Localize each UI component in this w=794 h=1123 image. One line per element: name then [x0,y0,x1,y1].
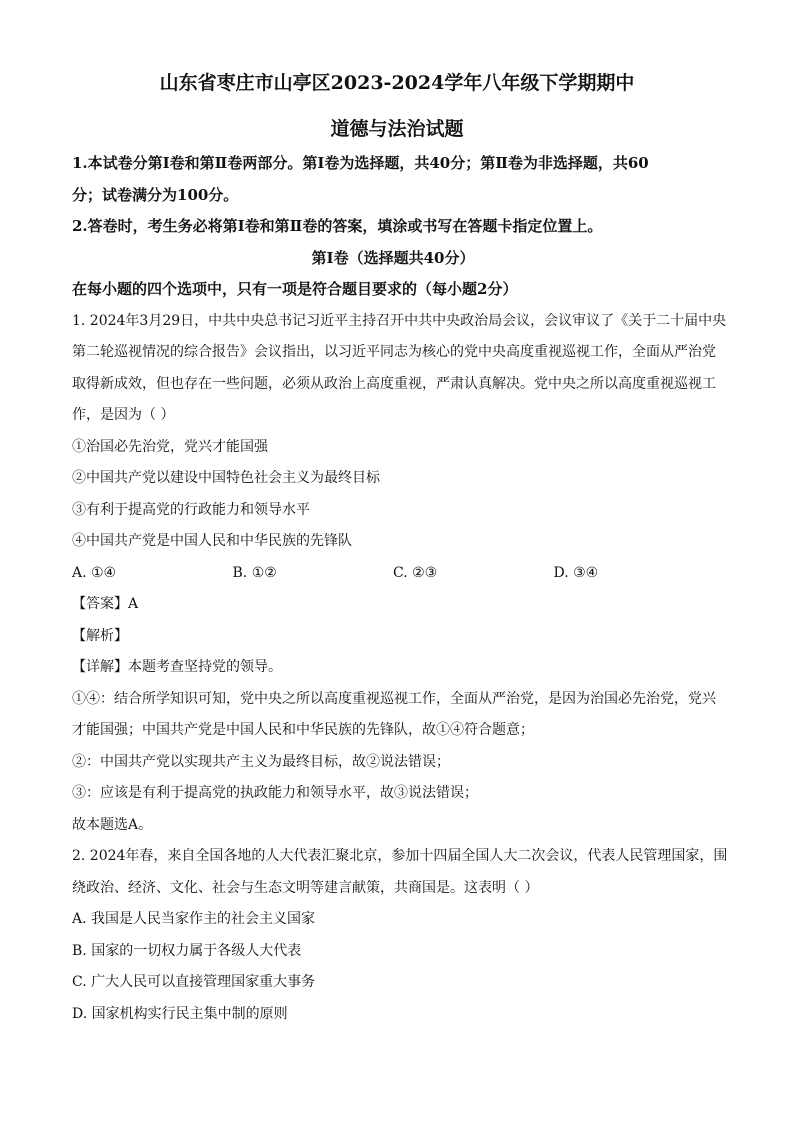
q1-stem-line: 取得新成效，但也存在一些问题，必须从政治上高度重视，严肃认真解决。党中央之所以高度重视巡视工 [72,375,716,392]
note-line: 2.答卷时，考生务必将第Ⅰ卷和第Ⅱ卷的答案，填涂或书写在答题卡指定位置上。 [72,217,603,235]
q2-stem-line: 2. 2024年春，来自全国各地的人大代表汇聚北京，参加十四届全国人大二次会议，代表人民管理国家，围 [72,848,728,864]
q2-stem-line: 绕政治、经济、文化、社会与生态文明等建言献策，共商国是。这表明（ ） [72,879,539,896]
q2-option-c: C. 广大人民可以直接管理国家重大事务 [72,974,316,990]
q1-option-a: A. ①④ [72,564,117,581]
q1-detail: 【详解】本题考查坚持党的领导。 [72,659,282,675]
q1-item: ③有利于提高党的行政能力和领导水平 [72,501,310,518]
q1-stem-line: 作，是因为（ ） [72,407,175,423]
exam-content [72,148,728,1030]
note-line: 1.本试卷分第Ⅰ卷和第Ⅱ卷两部分。第Ⅰ卷为选择题，共40分；第Ⅱ卷为非选择题，共60 [72,154,649,172]
note-line: 分；试卷满分为100分。 [72,185,239,204]
q1-explanation-line: 才能国强；中国共产党是中国人民和中华民族的先锋队，故①④符合题意； [72,722,534,738]
q1-stem-line: 1. 2024年3月29日，中共中央总书记习近平主持召开中共中央政治局会议，会议审议了《关于二十届中央 [72,312,727,329]
exam-subtitle: 道德与法治试题 [330,118,464,140]
q2-option-d: D. 国家机构实行民主集中制的原则 [72,1005,288,1022]
q1-explanation-line: ②：中国共产党以实现共产主义为最终目标，故②说法错误； [72,753,450,770]
q1-item: ①治国必先治党，党兴才能国强 [72,438,268,455]
q2-option-b: B. 国家的一切权力属于各级人大代表 [72,942,302,959]
q1-stem-line: 第二轮巡视情况的综合报告》会议指出，以习近平同志为核心的党中央高度重视巡视工作，全面从严治党 [72,344,716,360]
q1-explanation-line: 故本题选A。 [72,816,153,833]
q1-option-b: B. ①② [232,564,277,581]
instruction: 在每小题的四个选项中，只有一项是符合题目要求的（每小题2分） [72,280,518,298]
q1-options [72,558,714,590]
q1-explanation-line: ③：应该是有利于提高党的执政能力和领导水平，故③说法错误； [72,785,478,801]
q1-option-c: C. ②③ [393,564,438,581]
q1-item: ④中国共产党是中国人民和中华民族的先锋队 [72,533,352,549]
q2-option-a: A. 我国是人民当家作主的社会主义国家 [72,911,316,927]
q1-explanation-line: ①④：结合所学知识可知，党中央之所以高度重视巡视工作，全面从严治党，是因为治国必先治党，党兴 [72,690,716,707]
section-title: 第Ⅰ卷（选择题共40分） [311,248,475,267]
q1-option-d: D. ③④ [553,564,599,581]
q1-analysis-tag: 【解析】 [72,627,128,644]
q1-answer: 【答案】A [72,596,139,612]
exam-title: 山东省枣庄市山亭区2023-2024学年八年级下学期期中 [159,72,635,94]
q1-item: ②中国共产党以建设中国特色社会主义为最终目标 [72,470,380,486]
